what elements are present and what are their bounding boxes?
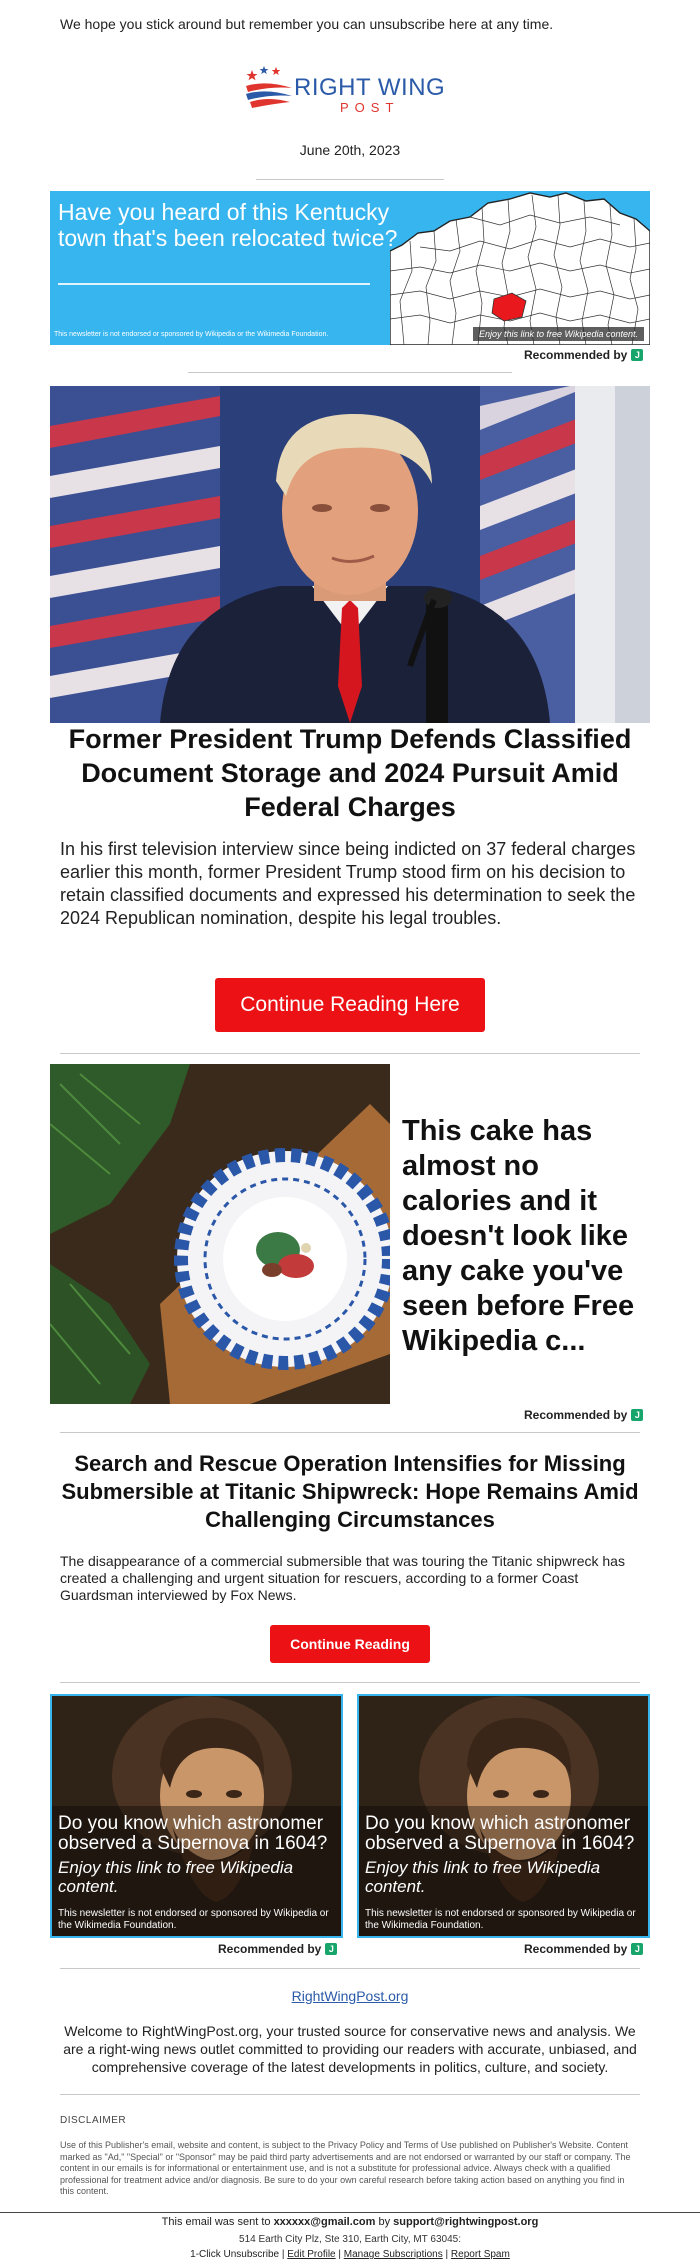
sent-by: by	[378, 2216, 391, 2228]
divider	[60, 2094, 640, 2095]
divider	[188, 372, 512, 373]
logo-right-wing: RIGHT WING	[294, 74, 446, 101]
recommended-by-badge[interactable]	[524, 1942, 643, 1956]
ad-astronomer-title[interactable]: Do you know which astronomer observed a Supernova in 1604?	[58, 1813, 328, 1854]
ad-astronomer-disclaimer: This newsletter is not endorsed or sponsored by Wikipedia or the Wikimedia Foundation.	[365, 1908, 636, 1931]
unsubscribe-notice[interactable]	[60, 16, 553, 32]
ad-astronomer-title[interactable]: Do you know which astronomer observed a Supernova in 1604?	[365, 1813, 635, 1854]
ad-astronomer-card[interactable]	[50, 1694, 343, 1938]
kentucky-map-icon	[390, 191, 650, 345]
footer-links	[0, 2249, 700, 2260]
cake-plate-icon	[50, 1064, 390, 1404]
footer-divider	[0, 2212, 700, 2213]
recommended-by-badge[interactable]	[524, 348, 643, 362]
trump-photo-icon	[50, 386, 650, 723]
article1-lede: In his first television interview since being indicted on 37 federal charges earlier this month, former President Trump stood firm on his decision to retain classified documents and expressed his determination to seek the 2024 Republican nomination, despite his legal troubles.	[60, 839, 636, 928]
disclaimer-label: DISCLAIMER	[60, 2115, 127, 2126]
sent-email: xxxxxx@gmail.com	[273, 2216, 376, 2228]
sent-to-line	[0, 2216, 700, 2228]
ad-kentucky-underline	[58, 283, 370, 285]
taboola-icon: J	[631, 349, 643, 361]
support-email-link[interactable]: support@rightwingpost.org	[393, 2216, 539, 2228]
recommended-by-badge[interactable]	[218, 1942, 337, 1956]
manage-subscriptions-link[interactable]: Manage Subscriptions	[343, 2249, 443, 2260]
taboola-icon: J	[631, 1943, 643, 1955]
article2-headline[interactable]: Search and Rescue Operation Intensifies for Missing Submersible at Titanic Shipwreck: Hope Remains Amid Challenging Circumstances	[61, 1451, 639, 1532]
sent-prefix: This email was sent to	[161, 2216, 271, 2228]
edit-profile-link[interactable]: Edit Profile	[287, 2249, 336, 2260]
recommended-label: Recommended by	[524, 348, 628, 362]
divider	[60, 1053, 640, 1054]
divider	[60, 1968, 640, 1969]
ad-astronomer-subtitle: Enjoy this link to free Wikipedia content.	[365, 1858, 601, 1896]
taboola-icon: J	[325, 1943, 337, 1955]
recommended-label: Recommended by	[524, 1942, 628, 1956]
report-spam-link[interactable]: Report Spam	[450, 2249, 510, 2260]
issue-date: June 20th, 2023	[299, 142, 401, 158]
ad-kentucky-caption: Enjoy this link to free Wikipedia content.	[473, 327, 644, 341]
logo-swoosh-icon	[244, 64, 296, 116]
logo-post: POST	[340, 100, 400, 115]
ad-cake-headline[interactable]: This cake has almost no calories and it doesn't look like any cake you've seen before Free Wikipedia c...	[402, 1115, 635, 1357]
continue-reading-here-button[interactable]: Continue Reading Here	[215, 978, 485, 1032]
divider	[60, 1682, 640, 1683]
footer-separator: |	[338, 2249, 341, 2260]
ad-kentucky-banner[interactable]	[50, 191, 650, 345]
taboola-icon: J	[631, 1409, 643, 1421]
postal-address: 514 Earth City Plz, Ste 310, Earth City, MT 63045:	[239, 2234, 461, 2245]
divider	[256, 179, 444, 180]
footer-separator: |	[281, 2249, 285, 2260]
unsubscribe-link[interactable]: We hope you stick around but remember you can unsubscribe here at any time.	[60, 16, 554, 32]
article2-body: The disappearance of a commercial submersible that was touring the Titanic shipwreck has created a challenging and urgent situation for rescuers, according to a former Coast Guardsman interviewed by Fox News.	[60, 1553, 625, 1603]
hero-image-trump[interactable]	[50, 386, 650, 723]
divider	[60, 1432, 640, 1433]
footer-separator: |	[445, 2249, 449, 2260]
article1-headline[interactable]: Former President Trump Defends Classified Document Storage and 2024 Pursuit Amid Federal Charges	[68, 724, 632, 822]
recommended-by-badge[interactable]	[524, 1408, 643, 1422]
recommended-label: Recommended by	[524, 1408, 628, 1422]
site-logo[interactable]	[244, 64, 456, 116]
recommended-label: Recommended by	[218, 1942, 322, 1956]
ad-astronomer-subtitle: Enjoy this link to free Wikipedia content.	[58, 1858, 294, 1896]
disclaimer-text: Use of this Publisher's email, website and content, is subject to the Privacy Policy and Terms of Use published on Publisher's Website. Content marked as "Ad," "Special" or "Sponsor" may be paid third party advertisements and are not endorsed or warranted by our staff or company. The content in our emails is for informational or entertainment use, and is not a substitute for professional advice. Always check with a qualified professional for treatment advice and/or diagnosis. Be sure to do your own careful research before taking action based on anything you find in this content.	[60, 2140, 631, 2196]
ad-kentucky-headline[interactable]: Have you heard of this Kentucky town that's been relocated twice?	[58, 199, 398, 251]
ad-cake-image[interactable]	[50, 1064, 390, 1404]
welcome-text: Welcome to RightWingPost.org, your trusted source for conservative news and analysis. We are a right-wing news outlet committed to providing our readers with accurate, unbiased, and comprehensive coverage of the latest developments in politics, culture, and society.	[63, 2023, 637, 2075]
ad-astronomer-card[interactable]	[357, 1694, 650, 1938]
one-click-unsubscribe-link[interactable]: 1-Click Unsubscribe	[190, 2249, 280, 2260]
continue-reading-button[interactable]: Continue Reading	[270, 1625, 430, 1663]
ad-kentucky-disclaimer: This newsletter is not endorsed or sponsored by Wikipedia or the Wikimedia Foundation.	[54, 331, 329, 338]
ad-astronomer-disclaimer: This newsletter is not endorsed or sponsored by Wikipedia or the Wikimedia Foundation.	[58, 1908, 329, 1931]
site-link[interactable]: RightWingPost.org	[291, 1988, 409, 2004]
